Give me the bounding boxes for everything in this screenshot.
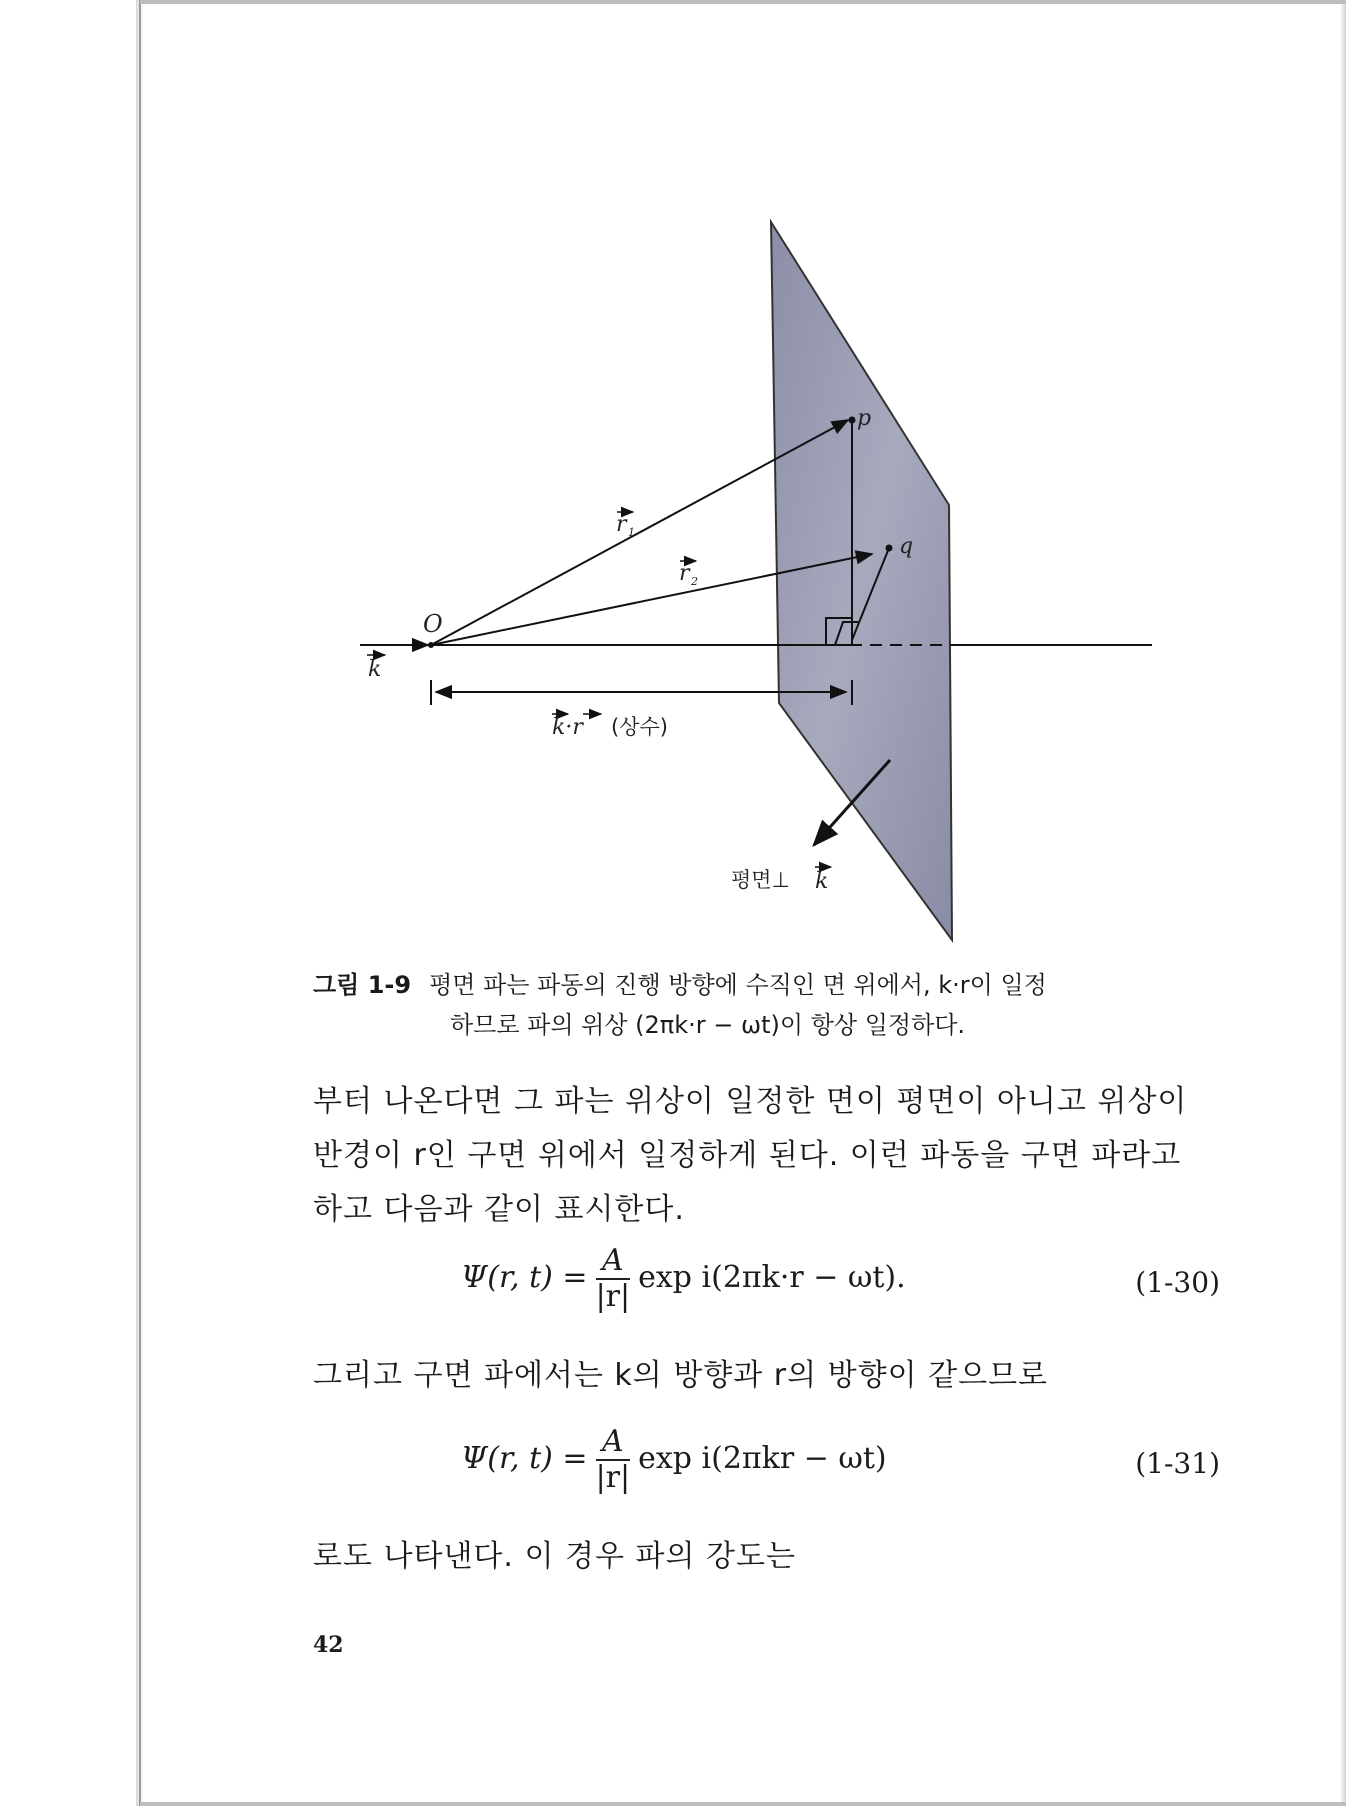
label-r1: [616, 512, 635, 539]
svg-text:r: r: [616, 512, 627, 537]
eq1-numerator: A: [596, 1244, 631, 1280]
caption-line-1: [313, 965, 1213, 1005]
svg-text:r: r: [679, 561, 690, 586]
eq1-lhs: Ψ(r, t) =: [461, 1260, 588, 1295]
paragraph-3: 로도 나타낸다. 이 경우 파의 강도는: [313, 1539, 796, 1574]
label-q: q: [899, 534, 914, 559]
equation-number-1-31: (1-31): [1135, 1447, 1220, 1480]
wave-plane: [771, 222, 952, 940]
svg-text:k: k: [815, 869, 829, 894]
equation-number-1-30: (1-30): [1135, 1266, 1220, 1299]
eq1-denominator: |r|: [595, 1279, 631, 1314]
caption-line-2: 하므로 파의 위상 (2πk·r − ωt)이 항상 일정하다.: [450, 1011, 966, 1039]
figure-caption: [313, 965, 1213, 1045]
page-number: 42: [313, 1632, 344, 1658]
svg-text:평면⊥: 평면⊥: [731, 868, 790, 892]
label-O: O: [423, 610, 443, 638]
svg-text:k·r: k·r: [552, 715, 583, 740]
eq1-fraction: [596, 1244, 631, 1314]
page-bottom-border: [140, 1802, 1346, 1806]
svg-text:(상수): (상수): [611, 715, 668, 739]
eq2-denominator: |r|: [595, 1460, 631, 1495]
point-p: [849, 417, 856, 424]
paragraph-1: 부터 나온다면 그 파는 위상이 일정한 면이 평면이 아니고 위상이 반경이 r인 구면 위에서 일정하게 된다. 이런 파동을 구면 파라고 하고 다음과 같이 표시한다.: [313, 1084, 1188, 1227]
equation-1-31-body: [461, 1425, 887, 1495]
label-r2: [679, 561, 698, 588]
label-k: [367, 655, 385, 682]
point-q: [886, 545, 893, 552]
equation-1-31: [313, 1424, 1220, 1505]
label-k-dot-r: [552, 714, 668, 740]
equation-1-30: [313, 1243, 1220, 1324]
eq2-fraction: [596, 1425, 631, 1495]
equation-1-30-body: [461, 1244, 906, 1314]
eq2-rhs: exp i(2πkr − ωt): [638, 1441, 887, 1476]
label-p: p: [857, 406, 872, 431]
caption-label: 그림 1-9: [313, 971, 412, 999]
svg-text:2: 2: [691, 575, 698, 588]
point-O: [428, 642, 434, 648]
svg-text:1: 1: [628, 526, 635, 539]
eq2-numerator: A: [596, 1425, 631, 1461]
eq2-lhs: Ψ(r, t) =: [461, 1441, 588, 1476]
caption-text-1: 평면 파는 파동의 진행 방향에 수직인 면 위에서, k·r이 일정: [429, 971, 1047, 999]
paragraph-2: 그리고 구면 파에서는 k의 방향과 r의 방향이 같으므로: [313, 1358, 1049, 1393]
eq1-rhs: exp i(2πk·r − ωt).: [638, 1260, 906, 1295]
svg-text:k: k: [368, 657, 382, 682]
label-plane-perp-k: [731, 867, 831, 894]
